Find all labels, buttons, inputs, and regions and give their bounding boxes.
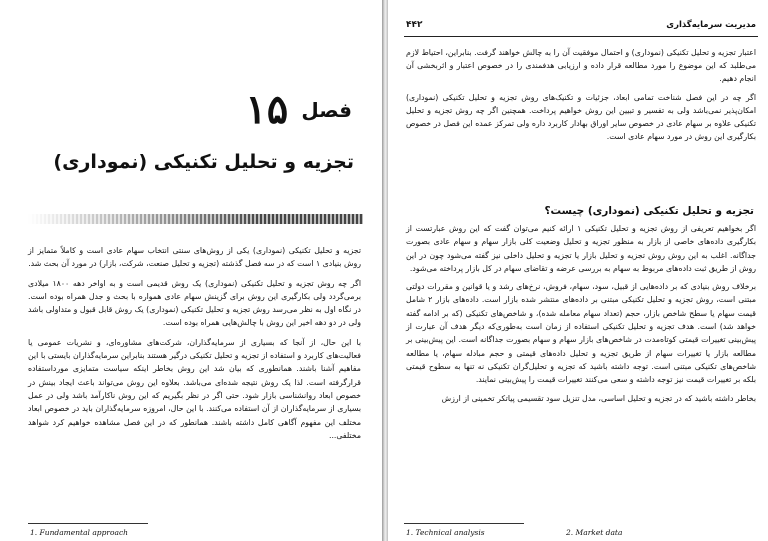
paragraph: اگر بخواهیم تعریفی از روش تجزیه و تحلیل تکنیکی ۱ ارائه کنیم می‌توان گفت که این روش عبارتست از بکارگیری داده‌های خاصی از بازار به منظور تجزیه و تحلیل وضعیت کلی بازار سهام و سهام عادی بصورت جداگانه. اغلب به این روش روش تجزیه و تحلیل بازار یا تجزیه و تحلیل داخلی نیز گفته می‌شود چون در این روش از طریق ثبت داده‌های مربوط به سهام به بررسی عرضه و تقاضای سهام در کل بازار پرداخته می‌شود. — [406, 224, 756, 273]
footnote: 1. Technical analysis — [406, 528, 485, 537]
chapter-word: فصل — [301, 98, 352, 122]
decorative-bar — [28, 214, 363, 224]
footnote-rule — [28, 523, 148, 524]
left-page — [0, 0, 382, 541]
page-number: ۴۴۲ — [406, 20, 423, 30]
footnote: 2. Market data — [566, 528, 623, 537]
paragraph: تجزیه و تحلیل تکنیکی (نموداری) یکی از روش‌های سنتی انتخاب سهام عادی است و کاملاً متمایز از روش بنیادی ۱ است که در سه فصل گذشته (تجزیه و تحلیل صنعت، شرکت، بازار) در مورد آن بحث شد. — [28, 246, 361, 269]
paragraph: برخلاف روش بنیادی که بر داده‌هایی از قبیل، سود، سهام، فروش، نرخ‌های رشد و یا قوانین و مقررات دولتی مبتنی است، روش تجزیه و تحلیل تکنیکی مبتنی بر داده‌های منتشر شده بازار است. داده‌های بازار ۲ شامل قیمت سهام یا سطح شاخص بازار، حجم (تعداد سهام معامله شده)، و شاخص‌های تکنیکی (که بر ادامه گفته خواهد شد) است. هدف تجزیه و تحلیل تکنیکی استفاده از زمان است به‌طوری‌که دیگر هدف آن عبارت از پیش‌بینی تغییرات قیمتی کوتاه‌مدت در شاخص‌های بازار سهام و سهام بصورت جداگانه است. این پیش‌بینی بر مطالعه بازار یا تغییرات سهام از طریق تجزیه و تحلیل داده‌های قیمتی و حجم مبادله سهام، یا مطالعه شاخص‌های تکنیکی مبتنی است. توجه داشته باشید که تجزیه و تحلیل‌گران تکنیکی نه تنها به سطوح قیمتی بلکه بر تغییرات قیمت نیز توجه داشته و سعی می‌کنند تغییرات قیمت را پیش‌بینی نمایند. — [406, 282, 756, 385]
footnote-rule — [404, 523, 524, 524]
paragraph: با این حال، از آنجا که بسیاری از سرمایه‌گذاران، شرکت‌های مشاوره‌ای، و نشریات عمومی یا فعالیت‌های کاربرد و استفاده از تجزیه و تحلیل تکنیکی درگیر هستند بنابراین سرمایه‌گذاران بایستی با این مفاهیم آشنا باشند. همانطوری که بیان شد این روش بخاطر اینکه سیاست متمایزی مورداستفاده قرارگرفته است. لذا یک روش نتیجه شده‌ای می‌باشد. بعلاوه این روش می‌تواند باعث ایجاد بینش در خصوص ابعاد روانشناسی بازار شود. حتی اگر در نظر بگیریم که این روش ناکارآمد باشد ولی در عمل بسیاری از سرمایه‌گذاران از آن استفاده می‌کنند. با این حال، امروزه سرمایه‌گذاران باید در خصوص ابعاد مختلف این مفهوم آگاهی کامل داشته باشند. همانطور که در این فصل مشاهده خواهیم کرد شواهد مختلفی... — [28, 337, 361, 440]
running-title: مدیریت سرمایه‌گذاری — [666, 20, 756, 30]
intro-text — [406, 46, 756, 148]
section-text — [406, 222, 756, 410]
right-page — [388, 0, 768, 541]
paragraph: اعتبار تجزیه و تحلیل تکنیکی (نموداری) و احتمال موفقیت آن را به چالش خواهند گرفت. بنابراین، احتیاط لازم می‌طلبد که این موضوع را مورد مطالعه قرار داده و ارزیابی هدفمندی را در خصوص اعتبار و اثربخشی آن انجام دهیم. — [406, 48, 756, 84]
section-heading: تجزیه و تحلیل تکنیکی (نموداری) چیست؟ — [544, 205, 754, 217]
chapter-number: ۱۵ — [245, 86, 289, 133]
chapter-title: تجزیه و تحلیل تکنیکی (نموداری) — [53, 151, 354, 173]
paragraph: اگر چه در این فصل شناخت تمامی ابعاد، جزئیات و تکنیک‌های روش تجزیه و تحلیل تکنیکی (نموداری) امکان‌پذیر نمی‌باشد ولی به تفسیر و تبیین این روش خواهیم پرداخت. همچنین اگر چه روش تجزیه و تحلیل تکنیکی علاوه بر سهام عادی در خصوص سایر اوراق بهادار کاربرد داره ولی تمرکز عمده این فصل در خصوص بکارگیری این روش در مورد سهام عادی است. — [406, 92, 756, 142]
left-body-text — [28, 244, 361, 448]
paragraph: بخاطر داشته باشید که در تجزیه و تحلیل اساسی، مدل تنزیل سود تقسیمی پیاتکر تخمینی از ارزش — [441, 393, 756, 403]
footnote: 1. Fundamental approach — [30, 528, 129, 537]
chapter-label — [52, 86, 352, 133]
running-header — [404, 20, 758, 37]
paragraph: اگر چه روش تجزیه و تحلیل تکنیکی (نموداری) یک روش قدیمی است و به اواخر دهه ۱۸۰۰ میلادی برمی‌گردد ولی بکارگیری این روش برای گزینش سهام عادی همواره با بحث و جدل همراه بوده است. در نگاه اول به نظر می‌رسد روش تجزیه و تحلیل تکنیکی (نموداری) یک روش قابل قبول و متداولی باشد ولی در دو دهه اخیر این روش با چالش‌هایی همراه بوده است. — [28, 278, 361, 328]
